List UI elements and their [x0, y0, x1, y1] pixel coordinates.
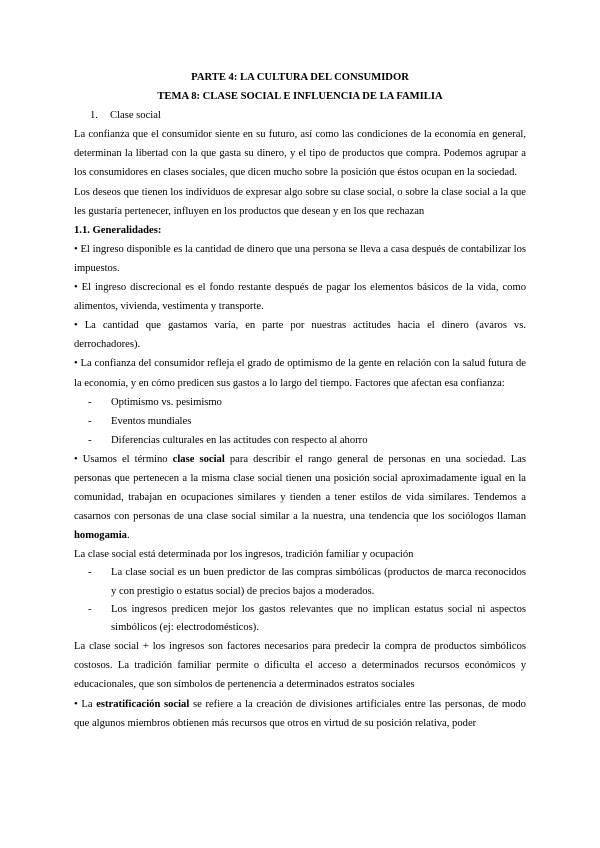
part-title: PARTE 4: LA CULTURA DEL CONSUMIDOR [191, 72, 409, 83]
bullet-consumer-confidence: • La confianza del consumidor refleja el grado de optimismo de la gente en relación con la salud futura de la economía, y en cómo predicen sus gastos a lo largo del tiempo. Factores que afectan esa confianza: [74, 358, 526, 389]
term-homogamy: homogamia [74, 530, 127, 542]
subheading-text: 1.1. Generalidades: [74, 224, 162, 236]
dash-item-income-predicts [88, 601, 526, 637]
bullet-social-class [74, 450, 526, 545]
dash-item-text: Los ingresos predicen mejor los gastos relevantes que no implican estatus social ni aspectos simbólicos (ej: electrodomésticos). [111, 603, 526, 634]
text-run: se refiere a la creación de divisiones artificiales entre las personas, de modo que algunos miembros obtienen más recursos que otros en virtud de su posición relativa, poder [74, 698, 526, 729]
dash-marker: - [88, 434, 92, 446]
term-social-class: clase social [172, 453, 225, 465]
dash-item-text: Eventos mundiales [111, 415, 192, 427]
text-run: . [126, 530, 130, 542]
text-run: • Usamos el término [74, 453, 173, 465]
paragraph-desires: Los deseos que tienen los individuos de expresar algo sobre su clase social, o sobre la clase social a la que les gustaría pertenecer, influyen en los productos que desean y en los que rechazan [74, 186, 526, 217]
section-number: 1. [90, 110, 98, 122]
dash-item-text: La clase social es un buen predictor de las compras simbólicas (productos de marca reconocidos y con prestigio o estatus social) de precios bajos a moderados. [111, 567, 526, 597]
text-run: • La [74, 698, 97, 710]
dash-marker: - [88, 415, 92, 427]
bullet-stratification [74, 695, 526, 733]
dash-marker: - [88, 567, 92, 579]
section-heading [90, 106, 526, 125]
dash-item-text: Optimismo vs. pesimismo [111, 396, 222, 408]
dash-item-optimism [88, 393, 526, 412]
text-run: para describir el rango general de personas en una sociedad. Las personas que pertenecen a la misma clase social tienen una posición social aproximadamente igual en la comunidad, trabajan en ocupaciones similares y tienden a tener estilos de vida similares. Tendemos a casarnos con personas de una clase social similar a la nuestra, una tendencia que los sociólogos llaman [74, 453, 526, 523]
bullet-disposable-income: • El ingreso disponible es la cantidad de dinero que una persona se lleva a casa después de contabilizar los impuestos. [74, 243, 526, 274]
dash-item-text: Diferencias culturales en las actitudes con respecto al ahorro [111, 434, 368, 446]
dash-item-world-events [88, 412, 526, 431]
subheading-generalidades [74, 221, 526, 240]
term-stratification: estratificación social [96, 698, 190, 710]
bullet-discretionary-income: • El ingreso discrecional es el fondo restante después de pagar los elementos básicos de la vida, como alimentos, vivienda, vestimenta y transporte. [74, 282, 526, 313]
bullet-spending-attitudes: • La cantidad que gastamos varía, en parte por nuestras actitudes hacia el dinero (avaros vs. derrochadores). [74, 320, 526, 351]
topic-title: TEMA 8: CLASE SOCIAL E INFLUENCIA DE LA FAMILIA [157, 91, 443, 103]
dash-marker: - [88, 603, 92, 615]
paragraph-class-determinants: La clase social está determinada por los ingresos, tradición familiar y ocupación [74, 549, 414, 561]
dash-item-symbolic-purchases [88, 564, 526, 600]
document-body [74, 68, 526, 733]
paragraph-class-plus-income: La clase social + los ingresos son factores necesarios para predecir la compra de productos simbólicos costosos. La tradición familiar permite o dificulta el acceso a determinados recursos económicos y educacionales, que son símbolos de pertenencia a determinados estratos sociales [74, 641, 526, 691]
section-label: Clase social [110, 110, 161, 122]
dash-item-cultural-differences [88, 431, 526, 450]
dash-marker: - [88, 396, 92, 408]
paragraph-intro: La confianza que el consumidor siente en su futuro, así como las condiciones de la economía en general, determinan la libertad con la que gasta su dinero, y el tipo de productos que compra. Podemos agrupar a los consumidores en clases sociales, que dicen mucho sobre la posición que éstos ocupan en la sociedad. [74, 129, 526, 179]
